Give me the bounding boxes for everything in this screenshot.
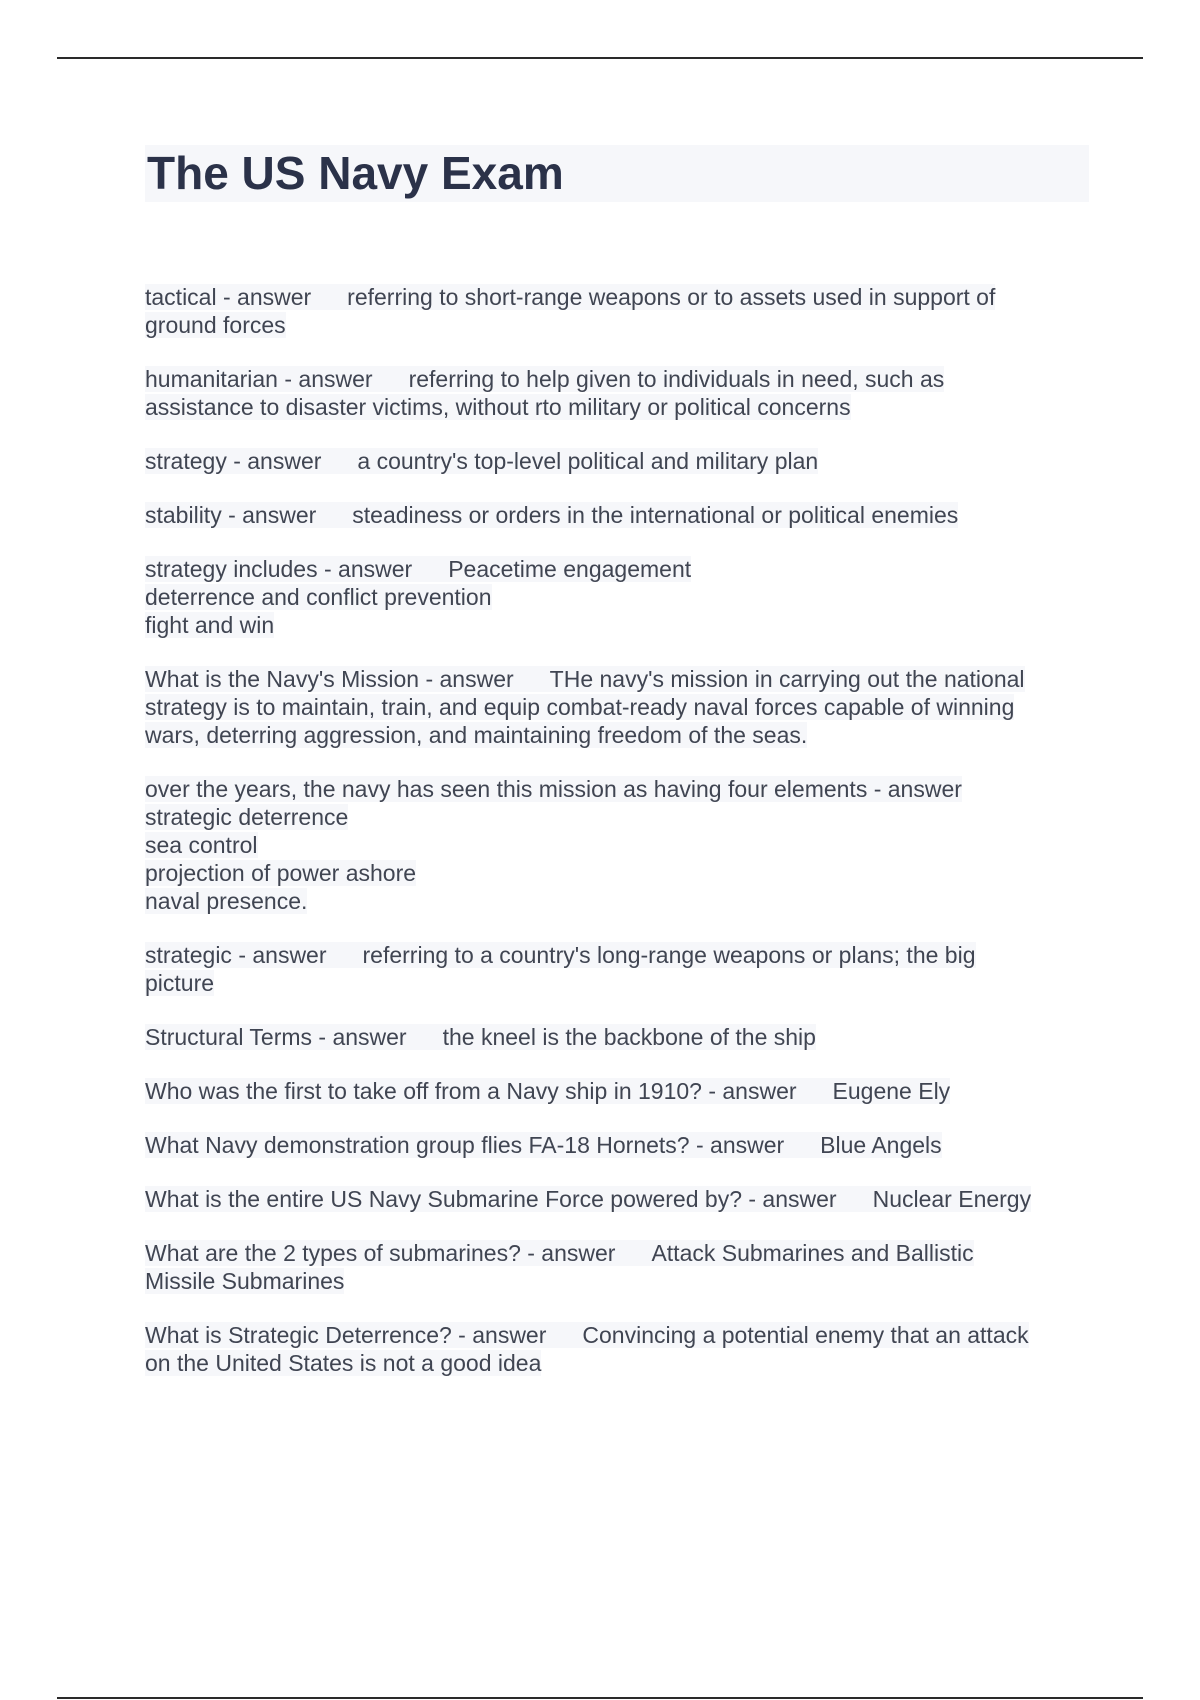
qa-question: over the years, the navy has seen this mission as having four elements - answer — [145, 776, 962, 802]
qa-answer-line: ground forces — [145, 312, 286, 338]
qa-answer-line: Missile Submarines — [145, 1268, 345, 1294]
qa-answer: the kneel is the backbone of the ship — [442, 1024, 816, 1050]
qa-answer-line: picture — [145, 970, 215, 996]
qa-question: strategy - answer — [145, 448, 322, 474]
qa-answer: Blue Angels — [820, 1132, 942, 1158]
qa-answer-line: wars, deterring aggression, and maintaining freedom of the seas. — [145, 722, 808, 748]
top-rule — [57, 57, 1143, 59]
qa-item — [145, 1077, 1095, 1105]
qa-item — [145, 941, 1095, 997]
qa-question: tactical - answer — [145, 284, 312, 310]
qa-answer: Peacetime engagement — [448, 556, 692, 582]
qa-answer-line: fight and win — [145, 612, 275, 638]
qa-first-line — [145, 284, 995, 310]
qa-answer-line: assistance to disaster victims, without rto military or political concerns — [145, 394, 851, 420]
qa-first-line — [145, 942, 976, 968]
qa-question: strategic - answer — [145, 942, 327, 968]
qa-first-line — [145, 556, 691, 582]
qa-question: humanitarian - answer — [145, 366, 373, 392]
qa-answer: THe navy's mission in carrying out the national — [549, 666, 1025, 692]
qa-answer: Nuclear Energy — [872, 1186, 1032, 1212]
qa-item — [145, 447, 1095, 475]
qa-first-line — [145, 366, 944, 392]
qa-answer-line: deterrence and conflict prevention — [145, 584, 492, 610]
qa-answer: referring to a country's long-range weapons or plans; the big — [362, 942, 976, 968]
qa-first-line — [145, 448, 818, 474]
qa-first-line — [145, 1322, 1029, 1348]
qa-answer-line: sea control — [145, 832, 258, 858]
qa-answer-line: strategic deterrence — [145, 804, 349, 830]
qa-item — [145, 283, 1095, 339]
qa-first-line — [145, 1240, 974, 1266]
qa-answer: Eugene Ely — [832, 1078, 951, 1104]
qa-answer-line: projection of power ashore — [145, 860, 417, 886]
qa-question: What is the Navy's Mission - answer — [145, 666, 514, 692]
qa-answer: referring to help given to individuals in need, such as — [408, 366, 945, 392]
qa-answer-line: strategy is to maintain, train, and equip combat-ready naval forces capable of winning — [145, 694, 1015, 720]
qa-answer: Attack Submarines and Ballistic — [651, 1240, 974, 1266]
qa-question: stability - answer — [145, 502, 317, 528]
qa-answer: steadiness or orders in the international or political enemies — [352, 502, 959, 528]
title-banner — [145, 145, 1089, 202]
qa-question: What is the entire US Navy Submarine Force powered by? - answer — [145, 1186, 837, 1212]
qa-answer-line: naval presence. — [145, 888, 308, 914]
qa-question: What Navy demonstration group flies FA-18 Hornets? - answer — [145, 1132, 785, 1158]
qa-answer-line: on the United States is not a good idea — [145, 1350, 542, 1376]
page-title: The US Navy Exam — [147, 147, 564, 199]
bottom-rule — [57, 1697, 1143, 1699]
qa-first-line — [145, 1186, 1031, 1212]
qa-item — [145, 1321, 1095, 1377]
qa-item — [145, 775, 1095, 915]
qa-first-line — [145, 1132, 942, 1158]
qa-answer: a country's top-level political and military plan — [357, 448, 819, 474]
qa-question: Who was the first to take off from a Navy ship in 1910? - answer — [145, 1078, 797, 1104]
qa-item — [145, 1185, 1095, 1213]
qa-answer: Convincing a potential enemy that an attack — [582, 1322, 1029, 1348]
qa-question: What is Strategic Deterrence? - answer — [145, 1322, 547, 1348]
qa-first-line — [145, 666, 1025, 692]
qa-item — [145, 1131, 1095, 1159]
qa-first-line — [145, 776, 962, 802]
qa-item — [145, 1239, 1095, 1295]
qa-item — [145, 501, 1095, 529]
qa-question: What are the 2 types of submarines? - answer — [145, 1240, 616, 1266]
qa-first-line — [145, 1024, 816, 1050]
qa-item — [145, 555, 1095, 639]
qa-first-line — [145, 502, 958, 528]
qa-item — [145, 665, 1095, 749]
qa-first-line — [145, 1078, 950, 1104]
qa-question: strategy includes - answer — [145, 556, 413, 582]
qa-question: Structural Terms - answer — [145, 1024, 407, 1050]
qa-list — [145, 283, 1095, 1403]
qa-item — [145, 1023, 1095, 1051]
qa-answer: referring to short-range weapons or to assets used in support of — [347, 284, 996, 310]
qa-item — [145, 365, 1095, 421]
